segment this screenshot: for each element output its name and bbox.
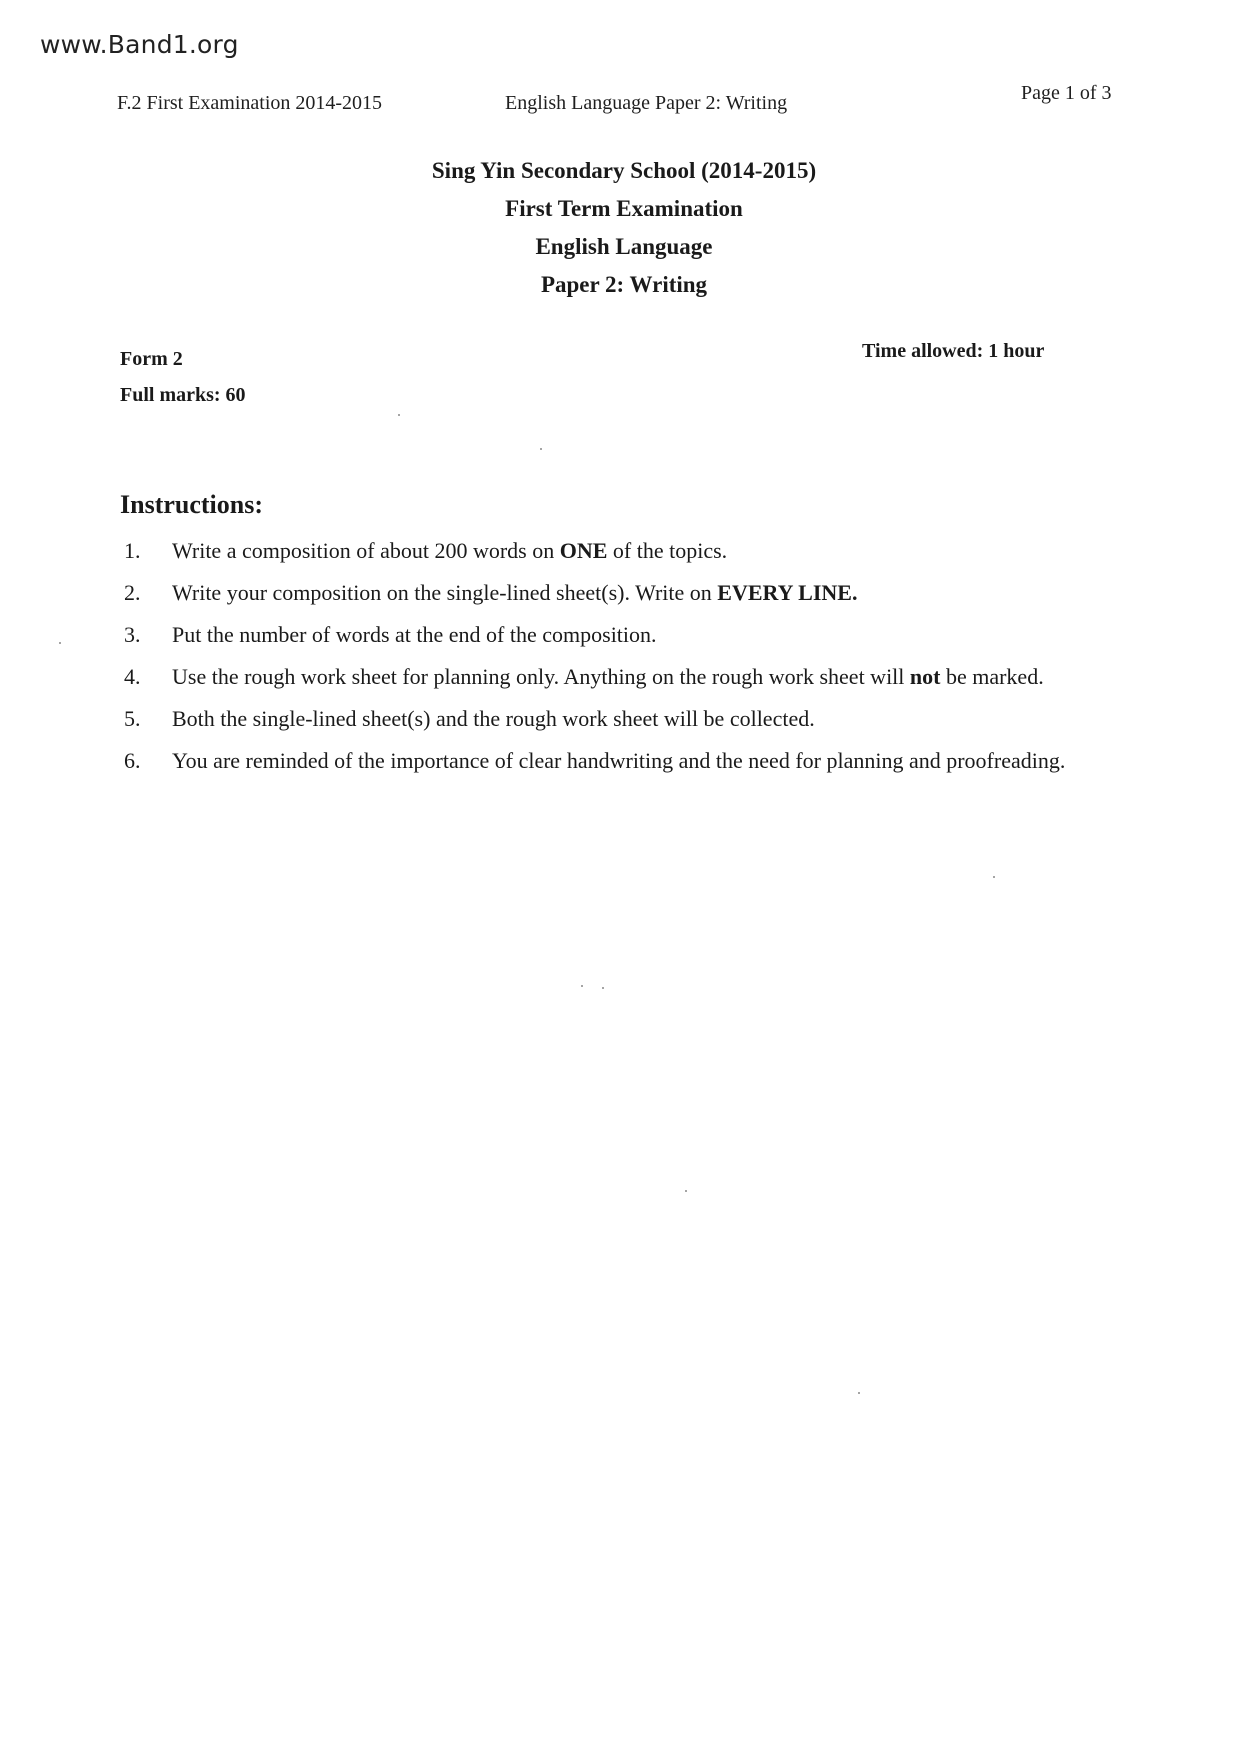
instruction-number: 2.	[124, 580, 141, 605]
instruction-number: 4.	[124, 664, 141, 689]
scan-speck	[581, 985, 583, 987]
instruction-text-end: of the topics.	[607, 538, 728, 563]
scan-speck	[685, 1190, 687, 1192]
title-block	[0, 152, 1240, 304]
scan-speck	[858, 1392, 860, 1394]
exam-term: First Term Examination	[505, 196, 743, 221]
instruction-text: Write your composition on the single-lined sheet(s). Write on	[172, 580, 718, 605]
full-marks: Full marks: 60	[120, 384, 246, 406]
watermark: www.Band1.org	[40, 30, 239, 59]
instruction-number: 3.	[124, 622, 141, 647]
instruction-item	[120, 572, 1080, 614]
instruction-text: Use the rough work sheet for planning only. Anything on the rough work sheet will	[172, 664, 910, 689]
instruction-text-end: be marked.	[940, 664, 1044, 689]
running-head-left: F.2 First Examination 2014-2015	[117, 92, 383, 114]
school-name: Sing Yin Secondary School (2014-2015)	[431, 158, 817, 183]
instruction-item	[120, 698, 1080, 740]
paper-title: Paper 2: Writing	[540, 272, 708, 297]
instruction-item	[120, 656, 1080, 698]
instruction-item	[120, 614, 1080, 656]
instruction-item	[120, 530, 1080, 572]
scan-speck	[993, 876, 995, 878]
instruction-number: 5.	[124, 706, 141, 731]
scan-speck	[602, 987, 604, 989]
time-allowed: Time allowed: 1 hour	[862, 340, 1045, 362]
scan-speck	[540, 448, 542, 450]
form-level: Form 2	[120, 348, 183, 370]
scan-speck	[398, 414, 400, 416]
instructions-list	[120, 530, 1080, 782]
instruction-number: 1.	[124, 538, 141, 563]
instruction-text: Write a composition of about 200 words on	[172, 538, 560, 563]
instruction-emphasis: ONE	[559, 538, 608, 563]
subject: English Language	[535, 234, 713, 259]
instruction-text: You are reminded of the importance of clear handwriting and the need for planning and proofreading.	[172, 748, 1066, 773]
scan-speck	[59, 642, 61, 644]
instructions-heading: Instructions:	[120, 490, 264, 519]
instruction-number: 6.	[124, 748, 141, 773]
instruction-emphasis: EVERY LINE.	[717, 580, 858, 605]
page-number: Page 1 of 3	[1021, 82, 1112, 104]
instruction-text: Both the single-lined sheet(s) and the rough work sheet will be collected.	[172, 706, 815, 731]
instruction-text: Put the number of words at the end of the composition.	[172, 622, 657, 647]
running-head-center: English Language Paper 2: Writing	[505, 92, 788, 114]
instruction-emphasis: not	[909, 664, 941, 689]
instruction-item	[120, 740, 1080, 782]
